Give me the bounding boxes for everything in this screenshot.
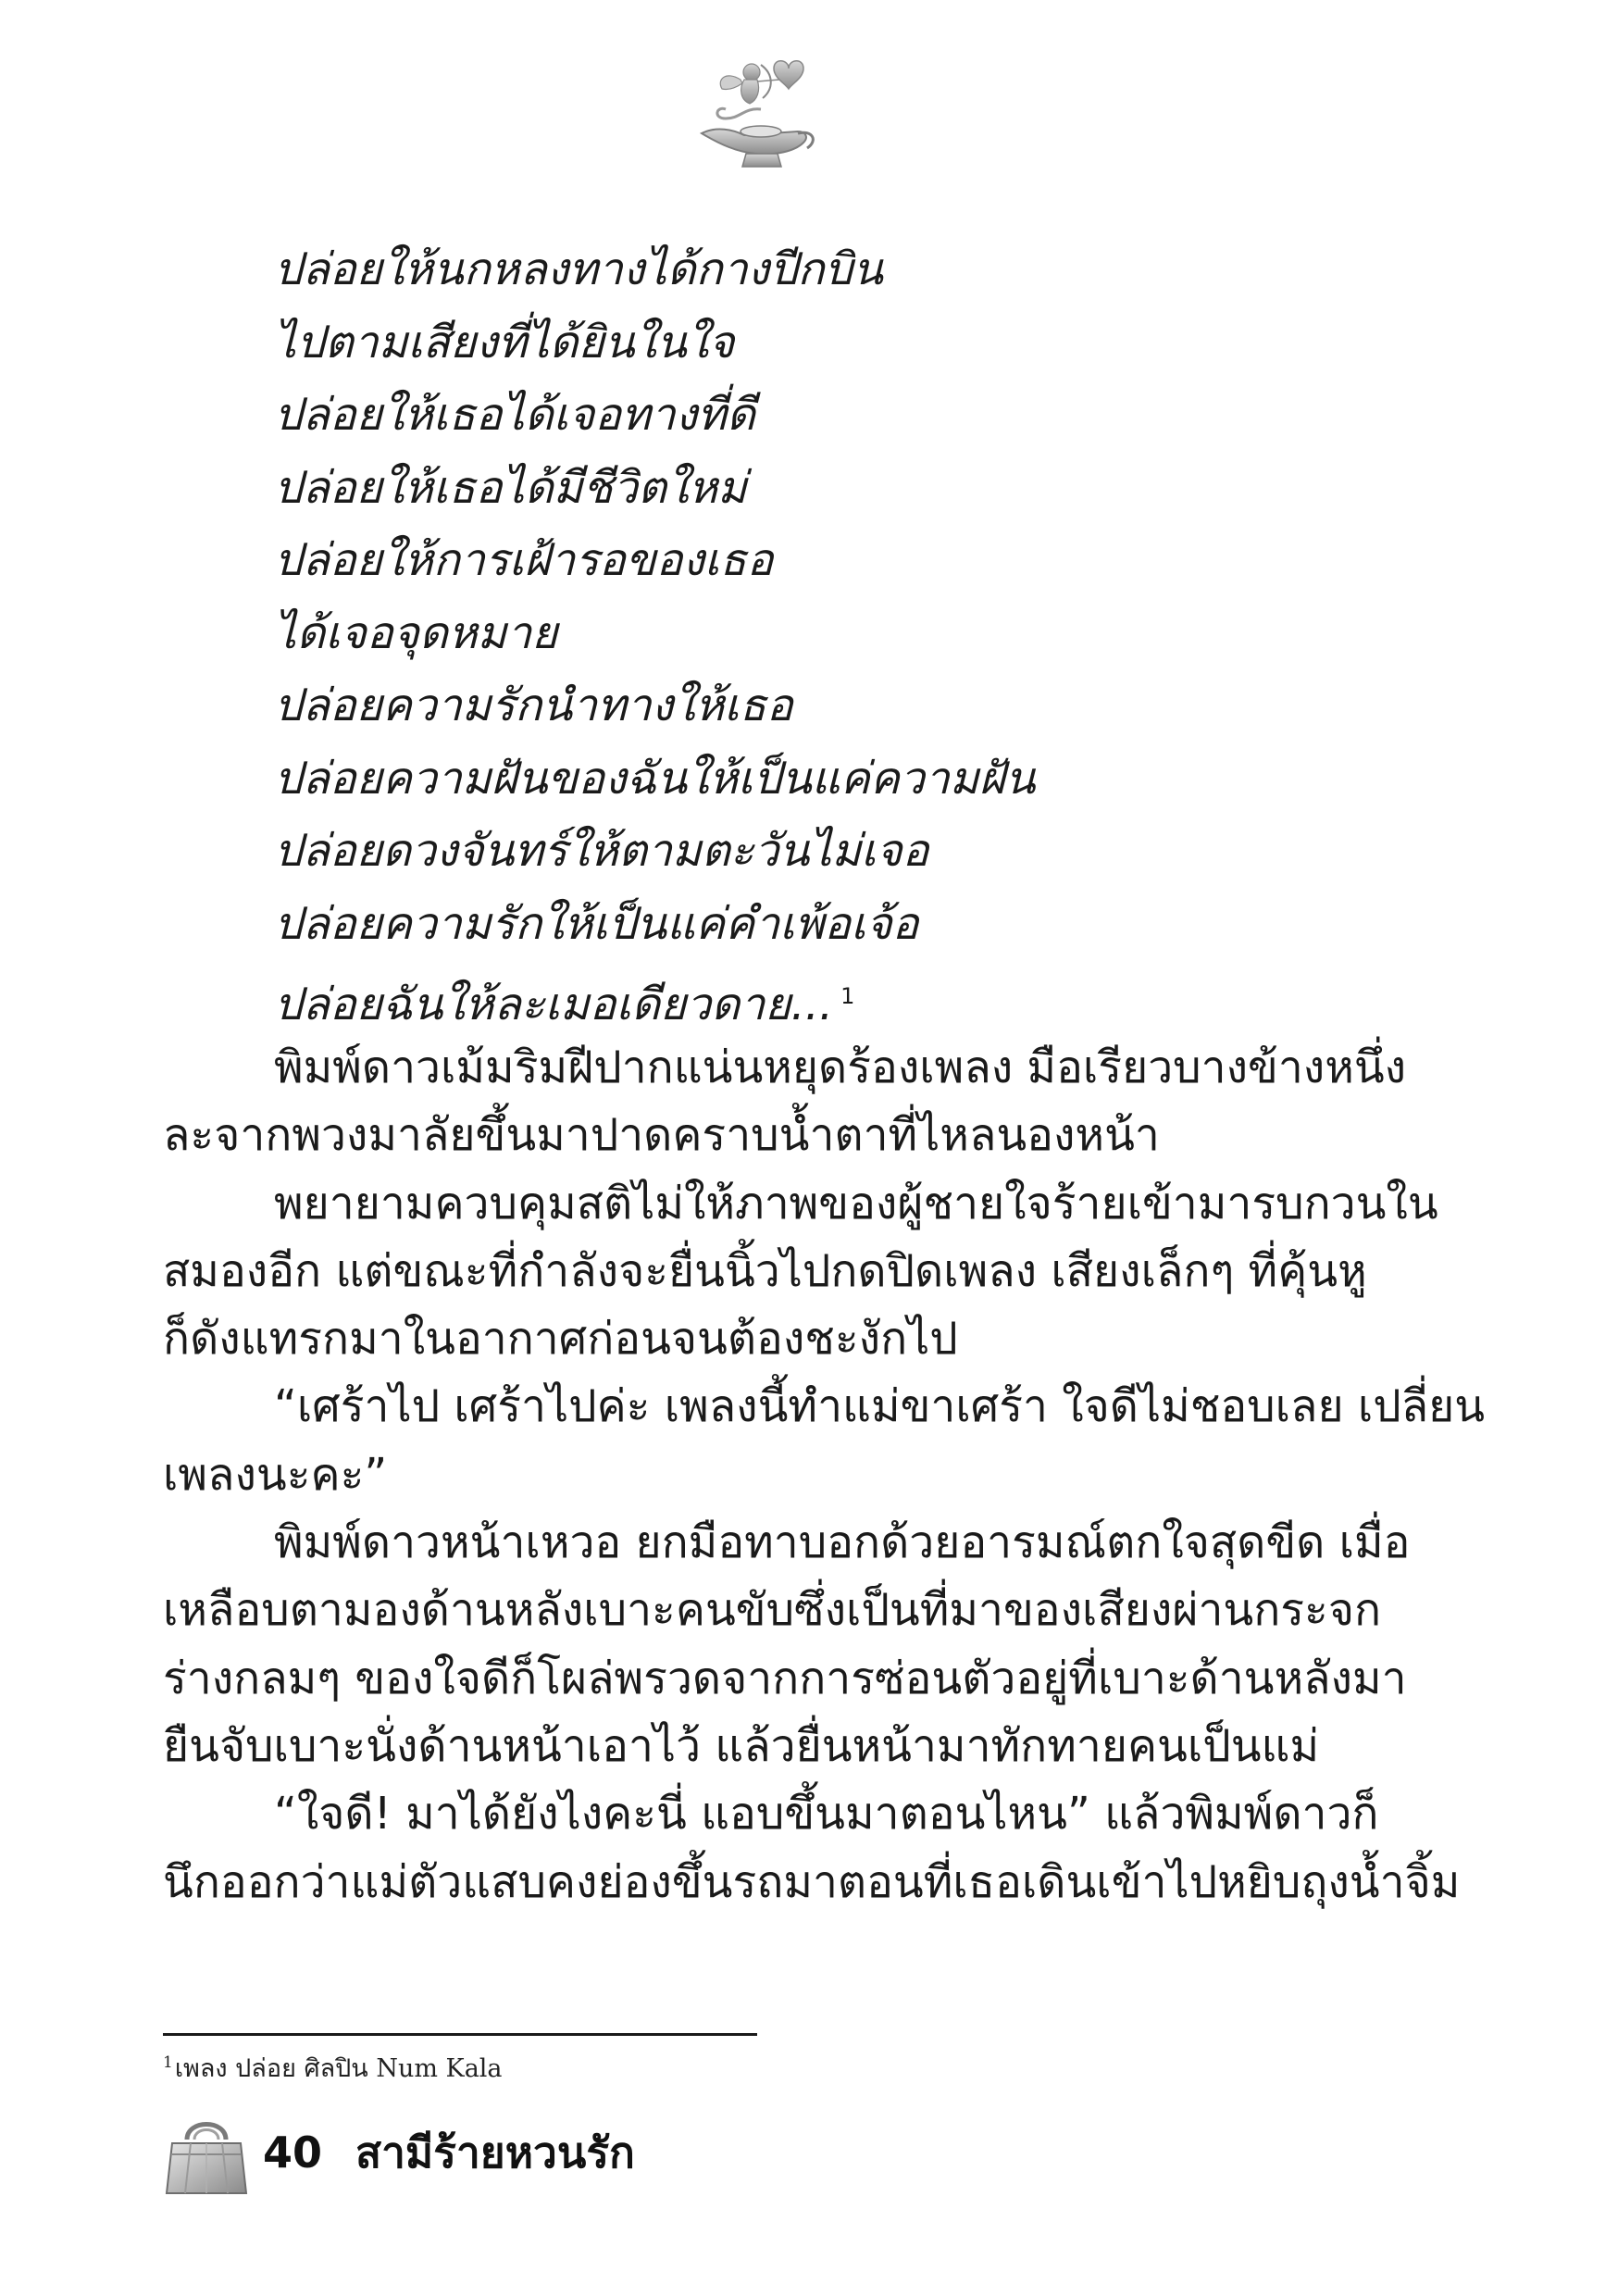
lyric-line: ปล่อยให้เธอได้มีชีวิตใหม่ (274, 461, 747, 514)
lyric-line: ปล่อยความรักให้เป็นแค่คำเพ้อเจ้อ (274, 897, 919, 950)
paragraph (163, 1034, 1407, 1170)
footnote-number: 1 (163, 2053, 173, 2072)
footnote-reference: 1 (840, 983, 855, 1009)
page-footer (163, 2102, 635, 2203)
lyric-line: ปล่อยให้นกหลงทางได้กางปีกบิน (274, 243, 883, 295)
book-title: สามีร้ายหวนรัก (355, 2127, 635, 2177)
lyric-line-last (274, 960, 1385, 1033)
paragraph-line: ยืนจับเบาะนั่งด้านหน้าเอาไว้ แล้วยื่นหน้ามาทักทายคนเป็นแม่ (163, 1719, 1320, 1772)
paragraph (163, 1170, 1438, 1374)
paragraph-line: สมองอีก แต่ขณะที่กำลังจะยื่นนิ้วไปกดปิดเพลง เสียงเล็กๆ ที่คุ้นหู (163, 1244, 1367, 1297)
paragraph-line: เพลงนะคะ” (163, 1448, 388, 1501)
paragraph-line: เหลือบตามองด้านหลังเบาะคนขับซึ่งเป็นที่มาของเสียงผ่านกระจก (163, 1584, 1382, 1637)
lyric-line: ไปตามเสียงที่ได้ยินในใจ (274, 316, 735, 368)
paragraph (163, 1780, 1461, 1916)
lyric-line: ปล่อยให้เธอได้เจอทางที่ดี (274, 389, 755, 441)
paragraph-line: ร่างกลมๆ ของใจดีก็โผล่พรวดจากการซ่อนตัวอยู่ที่เบาะด้านหลังมา (163, 1652, 1407, 1704)
lyric-line: ได้เจอจุดหมาย (274, 606, 558, 659)
lyric-line-text: ปล่อยฉันให้ละเมอเดียวดาย... (274, 979, 834, 1030)
footnote-divider (163, 2033, 757, 2036)
body-text (163, 1034, 1486, 1916)
lyric-line: ปล่อยความฝันของฉันให้เป็นแค่ความฝัน (274, 752, 1036, 805)
lyric-line: ปล่อยให้การเฝ้ารอของเธอ (274, 534, 774, 586)
paragraph-line: ละจากพวงมาลัยขึ้นมาปาดคราบน้ำตาที่ไหลนองหน้า (163, 1109, 1160, 1162)
page-number: 40 (263, 2128, 323, 2177)
paragraph-line: “เศร้าไป เศร้าไปค่ะ เพลงนี้ทำแม่ขาเศร้า ใจดีไม่ชอบเลย เปลี่ยน (274, 1380, 1486, 1433)
footnote (163, 2048, 503, 2088)
paragraph-line: นึกออกว่าแม่ตัวแสบคงย่องขึ้นรถมาตอนที่เธอเดินเข้าไปหยิบถุงน้ำจิ้ม (163, 1855, 1461, 1908)
song-lyrics (274, 233, 1385, 1033)
paragraph-line: พยายามควบคุมสติไม่ให้ภาพของผู้ชายใจร้ายเข้ามารบกวนใน (274, 1177, 1438, 1229)
handbag-icon (163, 2106, 250, 2199)
footnote-text: เพลง ปล่อย ศิลปิน Num Kala (174, 2054, 503, 2083)
paragraph-line: “ใจดี! มาได้ยังไงคะนี่ แอบขึ้นมาตอนไหน” แล้วพิมพ์ดาวก็ (274, 1788, 1379, 1841)
paragraph (163, 1509, 1411, 1780)
paragraph (163, 1373, 1486, 1509)
cupid-teapot-ornament-icon (689, 52, 828, 172)
paragraph-line: ก็ดังแทรกมาในอากาศก่อนจนต้องชะงักไป (163, 1313, 958, 1366)
paragraph-line: พิมพ์ดาวเม้มริมฝีปากแน่นหยุดร้องเพลง มือเรียวบางข้างหนึ่ง (274, 1042, 1407, 1093)
lyric-line: ปล่อยดวงจันทร์ให้ตามตะวันไม่เจอ (274, 825, 929, 877)
paragraph-line: พิมพ์ดาวหน้าเหวอ ยกมือทาบอกด้วยอารมณ์ตกใจสุดขีด เมื่อ (274, 1516, 1411, 1569)
lyric-line: ปล่อยความรักนำทางให้เธอ (274, 680, 793, 731)
